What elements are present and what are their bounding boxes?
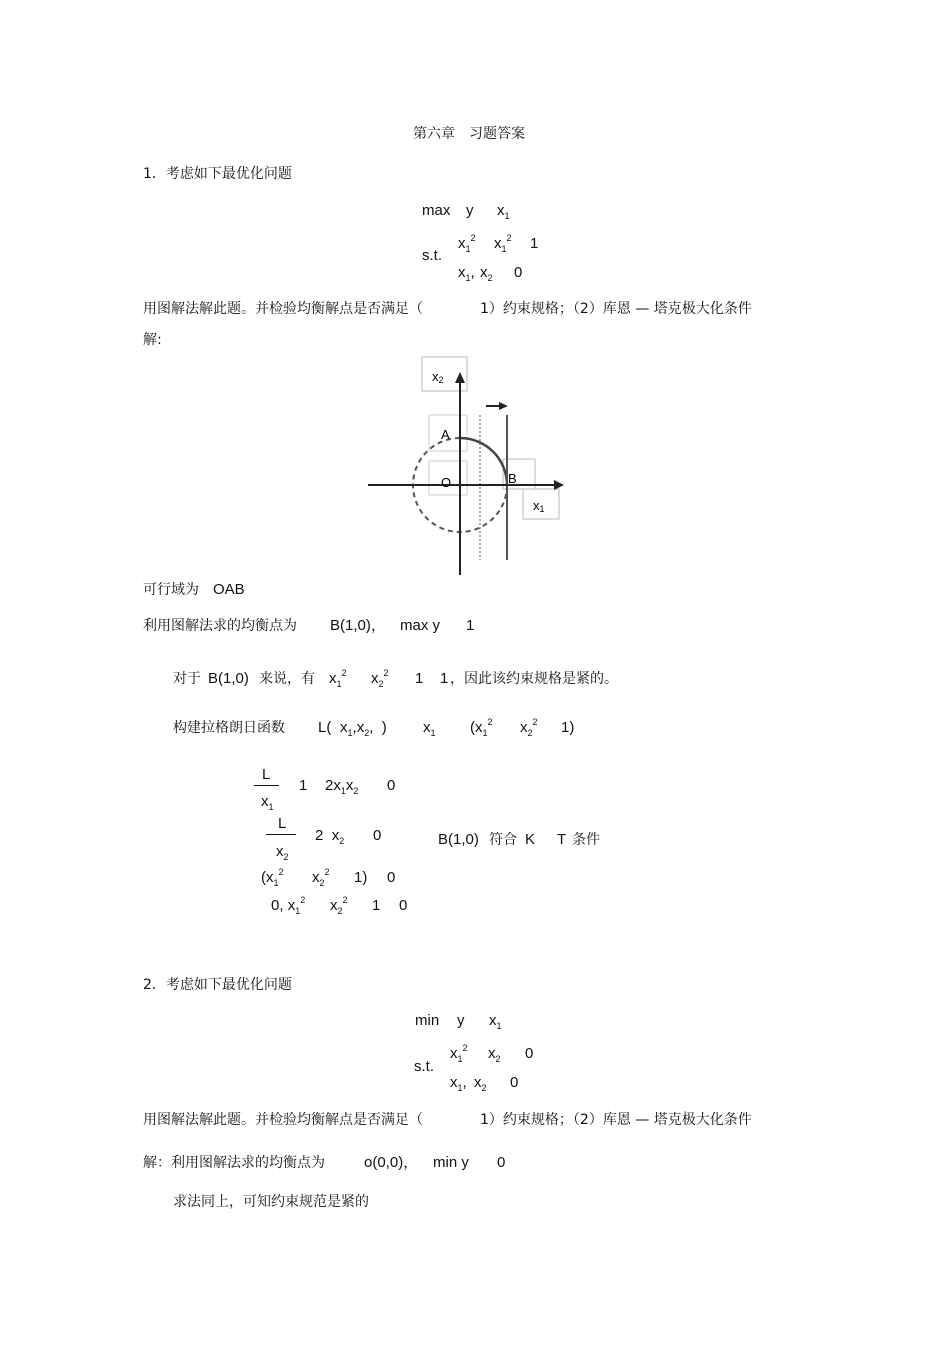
lagrange-L: L( (318, 719, 332, 736)
kt3-close: 1) (354, 869, 368, 886)
problem2-solution: 解：利用图解法求的均衡点为 (143, 1155, 325, 1171)
problem2-conclusion: 求法同上，可知约束规范是紧的 (173, 1194, 369, 1210)
check-x2sq: $x_2^2$ (371, 668, 389, 689)
feasible-region-graph (360, 355, 570, 580)
kt-text-b: 条件 (572, 832, 600, 848)
kt2-denominator: $x_2$ (276, 843, 289, 862)
x2-axis-label: x2 (432, 369, 444, 385)
nonneg-zero: 0 (514, 264, 523, 281)
kt3-x1sq: ($x_1^2$ (261, 867, 284, 888)
check-one-a: 1 (415, 670, 424, 687)
p2-objective-y: y (457, 1012, 465, 1029)
p2-constraint-zero: 0 (525, 1045, 534, 1062)
point-b-label: B (508, 471, 517, 486)
point-o-label: O (441, 475, 452, 490)
p2-st-label: s.t. (414, 1058, 435, 1075)
lagrange-close: 1) (561, 719, 575, 736)
p2-constraint-x1sq: $x_1^2$ (450, 1043, 468, 1064)
problem1-solution-label: 解: (143, 332, 162, 348)
equilibrium-label: 利用图解法求的均衡点为 (143, 618, 297, 634)
lagrange-x2sq: $x_2^2$ (520, 717, 538, 738)
kt2-fraction-bar (266, 834, 296, 835)
check-x1sq: $x_1^2$ (329, 668, 347, 689)
lagrange-x1: $x_1$ (423, 719, 436, 738)
feasible-label: 可行域为 (143, 582, 199, 598)
check-text-b: 来说，有 (259, 671, 315, 687)
nonneg-x1: $x_1$, (458, 264, 475, 283)
kt1-term: $2x_1x_2$ (325, 777, 359, 796)
problem2-solution-min: min y (433, 1154, 469, 1171)
p2-nonneg-x2: $x_2$ (474, 1074, 487, 1093)
lagrange-x1sq: ($x_1^2$ (470, 717, 493, 738)
constraint-rhs: 1 (530, 235, 539, 252)
kt1-one: 1 (299, 777, 308, 794)
x1-axis-label: x1 (533, 498, 545, 514)
equilibrium-value: 1 (466, 617, 475, 634)
kt-point: B(1,0) (438, 831, 479, 848)
problem2-instruction-a: 用图解法解此题。并检验均衡解点是否满足（ (143, 1112, 423, 1128)
lagrange-args: $x_1,x_2$, ) (340, 719, 387, 738)
p2-nonneg-x1: $x_1$, (450, 1074, 467, 1093)
kt-text-a: 符合 (489, 832, 517, 848)
p2-nonneg-zero: 0 (510, 1074, 519, 1091)
feasible-value: OAB (213, 581, 245, 598)
max-keyword: max (422, 202, 451, 219)
check-text-a: 对于 (173, 671, 201, 687)
equilibrium-max: max y (400, 617, 441, 634)
nonneg-x2: $x_2$ (480, 264, 493, 283)
min-keyword: min (415, 1012, 440, 1029)
check-text-c: ，因此该约束规格是紧的。 (450, 671, 618, 687)
constraint-x2sq: $x_1^2$ (494, 233, 512, 254)
problem1-instruction-a: 用图解法解此题。并检验均衡解点是否满足（ (143, 301, 423, 317)
kt3-zero: 0 (387, 869, 396, 886)
kt4-zero: 0 (399, 897, 408, 914)
kt-K: K (525, 831, 536, 848)
kt2-numerator: L (278, 815, 287, 832)
objective-x1: $x_1$ (497, 202, 510, 221)
direction-arrowhead (499, 402, 508, 410)
st-label: s.t. (422, 247, 443, 264)
kt4-one: 1 (372, 897, 381, 914)
kt-T: T (557, 831, 567, 848)
check-one-b: 1 (440, 670, 449, 687)
kt1-fraction-bar (254, 785, 279, 786)
lagrange-label: 构建拉格朗日函数 (173, 720, 285, 736)
problem1-instruction-b: 1）约束规格；（2）库恩 — 塔克极大化条件 (480, 301, 752, 317)
x2-axis-arrow (455, 372, 465, 383)
kt1-denominator: $x_1$ (261, 793, 274, 812)
problem2-instruction-b: 1）约束规格；（2）库恩 — 塔克极大化条件 (480, 1112, 752, 1128)
p2-objective-x1: $x_1$ (489, 1012, 502, 1031)
kt3-x2sq: $x_2^2$ (312, 867, 330, 888)
objective-y: y (466, 202, 474, 219)
problem2-solution-point: o(0,0)， (364, 1154, 419, 1171)
problem2-solution-value: 0 (497, 1154, 506, 1171)
p2-constraint-x2: $x_2$ (488, 1045, 501, 1064)
kt4-x2sq: $x_2^2$ (330, 895, 348, 916)
problem2-heading: 2．考虑如下最优化问题 (143, 977, 292, 993)
kt1-zero: 0 (387, 777, 396, 794)
problem1-heading: 1．考虑如下最优化问题 (143, 166, 292, 182)
kt2-zero: 0 (373, 827, 382, 844)
check-point: B(1,0) (208, 670, 249, 687)
equilibrium-point: B(1,0)， (330, 617, 386, 634)
point-a-label: A (441, 427, 450, 442)
constraint-x1sq: $x_1^2$ (458, 233, 476, 254)
kt4-start: 0, $x_1^2$ (271, 895, 306, 916)
kt1-numerator: L (262, 766, 271, 783)
page-title: 第六章 习题答案 (413, 126, 525, 142)
kt2-term: 2 $x_2$ (315, 827, 345, 846)
